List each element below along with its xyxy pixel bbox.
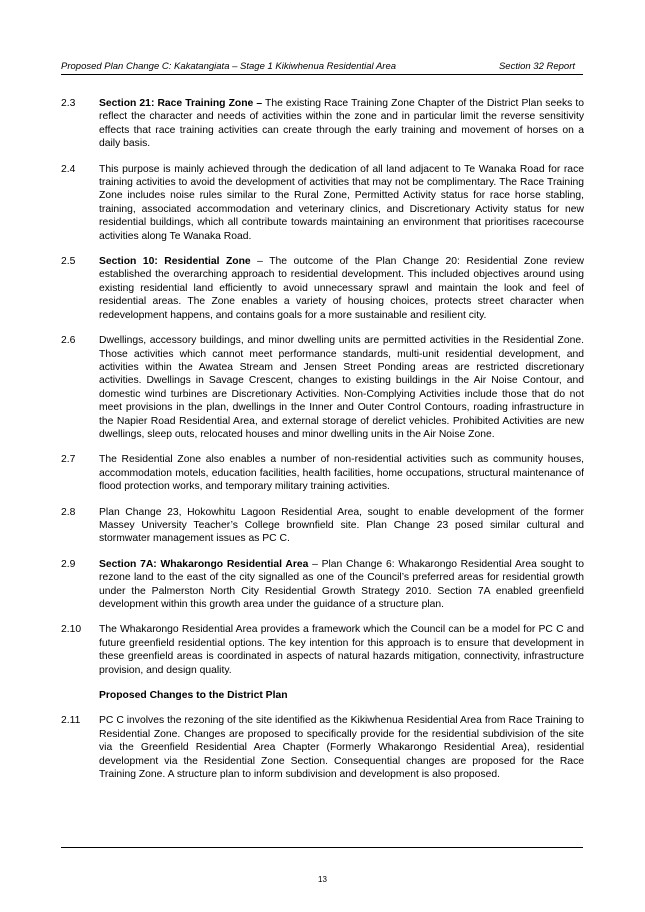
paragraph-number: 2.7 xyxy=(61,454,76,466)
paragraph-2-5 xyxy=(61,255,584,322)
paragraph-text: PC C involves the rezoning of the site identified as the Kikiwhenua Residential Area from Race Training to Residential Zone. Changes are proposed to specifically provide for the residential subdivision of the site via the Greenfield Residential Area Chapter (Formerly Whakarongo Residential Area), residential development via the Residential Zone Section. Consequential changes are proposed for the Race Training Zone. A structure plan to inform subdivision and development is also proposed. xyxy=(99,715,584,781)
paragraph-number: 2.9 xyxy=(61,558,76,570)
paragraph-number: 2.4 xyxy=(61,163,76,175)
paragraph-2-9 xyxy=(61,558,584,612)
paragraph-2-4 xyxy=(61,163,584,243)
paragraph-text: – Plan Change 6: Whakarongo Residential Area sought to rezone land to the east of the city signalled as one of the Council’s preferred areas for residential growth under the Palmerston North City Residential Growth Strategy 2010. Section 7A enabled greenfield development within this growth area under the guidance of a structure plan. xyxy=(99,558,584,610)
paragraph-text: Dwellings, accessory buildings, and minor dwelling units are permitted activities in the Residential Zone. Those activities which cannot meet performance standards, multi-unit residential development, and activities within the Awatea Stream and Jensen Street Ponding areas are restricted discretionary activities. Dwellings in Savage Crescent, changes to existing buildings in the Air Noise Contour, and domestic wind turbines are Discretionary Activities. Non-Complying Activities include those that do not meet provisions in the plan, dwellings in the Inner and Outer Control Contours, roading infrastructure in the Napier Road Residential Area, and external storage of derelict vehicles. Prohibited Activities are new dwellings, sleep outs, relocated houses and minor dwelling units in the Air Noise Zone. xyxy=(99,335,584,440)
section-title: Section 10: Residential Zone xyxy=(99,256,251,268)
document-title: Proposed Plan Change C: Kakatangiata – Stage 1 Kikiwhenua Residential Area xyxy=(61,61,397,72)
paragraph-number: 2.5 xyxy=(61,256,76,268)
paragraph-2-3 xyxy=(61,97,584,151)
paragraph-text: – The outcome of the Plan Change 20: Residential Zone review established the overarching approach to residential development. This included objectives around using existing residential land efficiently to avoid unnecessary sprawl and maintain the look and feel of residential areas. The Zone enables a variety of housing choices, protects street character when redevelopment happens, and contains goals for a more sustainable and resilient city. xyxy=(99,256,584,321)
section-title: Section 7A: Whakarongo Residential Area xyxy=(99,558,309,570)
section-title: Section 21: Race Training Zone – xyxy=(99,98,263,109)
paragraph-number: 2.6 xyxy=(61,335,76,347)
paragraph-number: 2.3 xyxy=(61,98,76,109)
footer-divider xyxy=(61,847,583,848)
paragraph-text: The existing Race Training Zone Chapter of the District Plan seeks to reflect the character and needs of activities within the zone and in particular limit the reverse sensitivity effects that race training activities can create through the early training and movement of horses on a daily basis. xyxy=(99,98,584,150)
paragraph-text: This purpose is mainly achieved through the dedication of all land adjacent to Te Wanaka Road for race training activities to avoid the development of activities that may not be complimentary. The Race Training Zone includes noise rules similar to the Rural Zone, Permitted Activity status for race horse stabling, training, associated accommodation and veterinary clinics, and Discretionary Activity status for new residential buildings, which all contribute towards maintaining an environment that prioritises racecourse activities along Te Wanaka Road. xyxy=(99,163,584,242)
document-body xyxy=(61,97,584,793)
paragraph-text: The Whakarongo Residential Area provides a framework which the Council can be a model for PC C and future greenfield residential options. The key intention for this approach is to ensure that development in these greenfield areas is coordinated in aspects of natural hazards mitigation, connectivity, infrastructure provision, and design quality. xyxy=(99,624,584,676)
paragraph-2-7 xyxy=(61,453,584,493)
paragraph-number: 2.8 xyxy=(61,506,76,518)
paragraph-text: The Residential Zone also enables a number of non-residential activities such as community houses, accommodation motels, education facilities, health facilities, home occupations, structural maintenance of flood protection works, and temporary military training activities. xyxy=(99,454,584,493)
paragraph-2-6 xyxy=(61,334,584,441)
page-number: 13 xyxy=(318,875,327,884)
subheading: Proposed Changes to the District Plan xyxy=(99,690,288,702)
header-divider xyxy=(61,74,583,75)
paragraph-text: Plan Change 23, Hokowhitu Lagoon Residential Area, sought to enable development of the former Massey University Teacher’s College brownfield site. Plan Change 23 posed similar cultural and stormwater management issues as PC C. xyxy=(99,506,584,545)
paragraph-2-11 xyxy=(61,714,584,781)
paragraph-2-10 xyxy=(61,623,584,677)
page-header xyxy=(61,60,583,74)
paragraph-number: 2.10 xyxy=(61,624,82,636)
paragraph-2-8 xyxy=(61,506,584,546)
paragraph-number: 2.11 xyxy=(61,715,81,727)
report-section: Section 32 Report xyxy=(498,61,575,72)
